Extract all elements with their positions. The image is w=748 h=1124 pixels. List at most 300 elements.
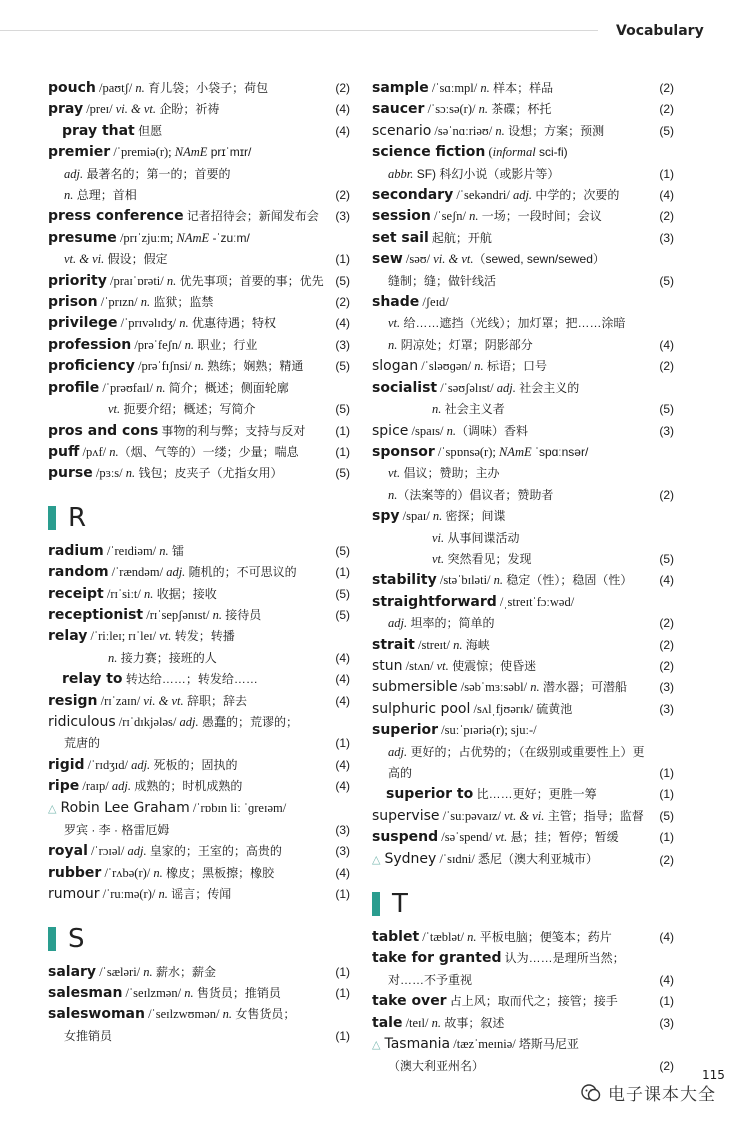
vocab-entry — [48, 164, 352, 185]
unit-number: (5) — [335, 466, 350, 481]
unit-number: (3) — [659, 1015, 674, 1030]
part-of-speech: n. — [453, 637, 463, 652]
phonetic: /spaɪs/ — [408, 423, 447, 438]
part-of-speech: NAmE — [176, 230, 210, 245]
definition: 密探；间谍 — [442, 509, 506, 524]
vocab-entry — [372, 656, 676, 677]
phonetic: /ˈsekəndri/ — [453, 188, 513, 203]
definition: 起航；开航 — [431, 230, 492, 245]
phonetic: /ʃeɪd/ — [419, 295, 449, 310]
headword: strait — [372, 636, 415, 653]
headword: profile — [48, 379, 100, 396]
vocab-entry — [48, 798, 352, 820]
headword: rumour — [48, 886, 100, 903]
part-of-speech: n. — [184, 986, 194, 1001]
vocab-entry — [48, 313, 352, 334]
vocab-entry — [372, 1056, 676, 1077]
section-header — [598, 20, 748, 42]
vocab-entry — [372, 827, 676, 848]
definition: 更好的；占优势的；（在级别或重要性上）更高的 — [388, 744, 645, 780]
unit-number: (3) — [659, 230, 674, 245]
vocab-entry — [48, 584, 352, 605]
vocab-entry — [372, 335, 676, 356]
vocab-entry — [48, 983, 352, 1004]
definition: 谣言；传闻 — [167, 887, 232, 902]
part-of-speech: n. — [388, 487, 398, 502]
definition: ˈspɑːnsər/ — [531, 444, 589, 459]
definition: sci-fi) — [535, 145, 568, 160]
headword: profession — [48, 336, 132, 353]
definition: （烟、气等的）一缕；少量；喘息 — [118, 444, 299, 459]
section-bar — [48, 506, 56, 530]
part-of-speech: adj. — [131, 757, 151, 772]
headword: submersible — [372, 679, 458, 696]
unit-number: (2) — [659, 637, 674, 652]
definition: 橡皮；黑板擦；橡胶 — [162, 865, 275, 880]
vocab-entry — [48, 962, 352, 983]
vocab-entry — [48, 378, 352, 399]
unit-number: (5) — [659, 123, 674, 138]
phonetic: ( — [485, 145, 493, 160]
vocab-entry — [48, 1026, 352, 1047]
vocab-entry — [48, 755, 352, 776]
definition: 假设；假定 — [104, 252, 168, 267]
vocab-entry — [372, 399, 676, 420]
headword: relay to — [62, 671, 123, 688]
phonetic: /ˌstreɪtˈfɔːwəd/ — [496, 594, 575, 609]
vocab-entry — [372, 613, 676, 634]
definition: 硫黄池 — [536, 701, 573, 716]
definition: 设想；方案；预测 — [504, 123, 605, 138]
headword: press conference — [48, 208, 184, 225]
unit-number: (1) — [659, 766, 674, 780]
page-number: 115 — [702, 1068, 725, 1082]
vocab-entry — [372, 485, 676, 506]
headword: salesman — [48, 985, 123, 1002]
section-bar — [48, 927, 56, 951]
headword: suspend — [372, 829, 439, 846]
headword: privilege — [48, 315, 118, 332]
definition: （法案等的）倡议者；赞助者 — [397, 487, 554, 502]
definition: 接力赛；接班的人 — [117, 650, 217, 665]
headword: salary — [48, 963, 97, 980]
definition: 简介；概述；侧面轮廓 — [165, 380, 289, 395]
unit-number: (3) — [335, 337, 350, 352]
vocab-entry — [372, 228, 676, 249]
definition: 愚蠢的；荒谬的； — [198, 714, 298, 729]
phonetic: /prəˈfɪʃnsi/ — [134, 359, 195, 374]
definition: 标语；口号 — [483, 359, 547, 374]
definition: （调味）香料 — [455, 423, 528, 438]
part-of-speech: adj. — [111, 779, 131, 794]
part-of-speech: n. — [184, 337, 195, 352]
definition: 监狱；监禁 — [150, 295, 214, 310]
phonetic: /teɪl/ — [402, 1015, 432, 1030]
vocab-entry — [372, 99, 676, 120]
vocab-entry — [372, 421, 676, 442]
unit-number: (5) — [659, 402, 674, 417]
part-of-speech: adj. — [64, 166, 84, 181]
unit-number: (2) — [335, 188, 350, 203]
definition: 镭 — [168, 543, 184, 558]
vocab-entry — [372, 742, 676, 785]
part-of-speech: n. — [156, 380, 166, 395]
headword: radium — [48, 542, 104, 559]
phonetic: /pɜːs/ — [92, 466, 126, 481]
part-of-speech: vt. — [108, 402, 121, 417]
part-of-speech: n. — [432, 509, 443, 524]
vocab-entry — [372, 313, 676, 334]
vocab-entry — [48, 228, 352, 249]
unit-number: (4) — [335, 693, 350, 708]
part-of-speech: n. — [469, 209, 479, 224]
vocab-entry — [48, 605, 352, 626]
part-of-speech: n. — [530, 680, 540, 695]
definition: 茶碟；杯托 — [487, 102, 552, 117]
phonetic: /pʌf/ — [79, 444, 110, 459]
definition: 主管；指导；监督 — [544, 808, 644, 823]
unit-number: (3) — [659, 423, 674, 438]
part-of-speech: n. — [64, 188, 74, 203]
section-letter: S — [68, 923, 85, 954]
definition: 成熟的；时机成熟的 — [130, 779, 243, 794]
headword: rigid — [48, 756, 85, 773]
unit-number: (2) — [659, 81, 674, 95]
definition: 对……不予重视 — [388, 972, 473, 987]
unit-number: (1) — [335, 444, 350, 459]
unit-number: (3) — [335, 823, 350, 837]
headword: session — [372, 208, 431, 225]
unit-number: (2) — [659, 852, 674, 867]
part-of-speech: vt. — [388, 316, 401, 331]
phonetic: /ˈtæblət/ — [419, 930, 468, 945]
vocab-entry — [48, 863, 352, 884]
phonetic: /prəˈfeʃn/ — [131, 337, 185, 352]
vocab-entry — [372, 442, 676, 463]
vocab-entry — [372, 1013, 676, 1034]
watermark-text: 电子课本大全 — [608, 1085, 716, 1105]
phonetic: /ˈsɑːmpl/ — [428, 81, 481, 95]
definition: 薪水；薪金 — [152, 964, 216, 979]
definition: 转发；转播 — [171, 629, 235, 644]
definition: 最著名的；第一的；首要的 — [83, 166, 231, 181]
part-of-speech: vi. — [432, 530, 445, 545]
headword: straightforward — [372, 593, 497, 610]
vocab-entry — [48, 292, 352, 313]
definition: 悬；挂；暂停；暂缓 — [507, 830, 619, 845]
vocab-entry — [372, 164, 676, 185]
header-title: Vocabulary — [616, 23, 704, 39]
unit-number: (4) — [335, 672, 350, 687]
vocab-entry — [48, 78, 352, 99]
unit-number: (1) — [335, 887, 350, 902]
vocab-entry — [372, 292, 676, 313]
part-of-speech: vt. — [436, 658, 449, 673]
headword: take for granted — [372, 950, 502, 967]
vocab-entry — [48, 841, 352, 862]
vocab-entry — [48, 691, 352, 712]
section-letter: T — [392, 889, 408, 920]
vocab-entry — [48, 335, 352, 356]
unit-number: (4) — [335, 102, 350, 117]
vocab-entry — [48, 626, 352, 647]
unit-number: (1) — [659, 994, 674, 1009]
phonetic: /ˈrɪdʒɪd/ — [84, 757, 132, 772]
phonetic: /streɪt/ — [414, 637, 454, 652]
headword: superior — [372, 722, 439, 739]
phonetic: /ˈseɪlzwʊmən/ — [144, 1007, 223, 1022]
phonetic: /ˈriːleɪ; rɪˈleɪ/ — [87, 629, 160, 644]
part-of-speech: n. — [159, 543, 169, 558]
phonetic: /ˈrʌbə(r)/ — [101, 865, 154, 880]
definition: 社会主义的 — [515, 380, 580, 395]
vocab-entry — [372, 970, 676, 991]
definition: 转达给……；转发给…… — [122, 672, 258, 687]
vocab-entry — [48, 142, 352, 163]
part-of-speech: n. — [125, 466, 136, 481]
part-of-speech: n. — [478, 102, 488, 117]
unit-number: (1) — [335, 964, 350, 979]
vocab-entry — [372, 592, 676, 613]
phonetic: /spaɪ/ — [399, 509, 433, 524]
part-of-speech: n. — [212, 607, 222, 622]
vocab-entry — [372, 356, 676, 377]
proper-noun-triangle-icon: △ — [372, 1039, 381, 1052]
headword: socialist — [372, 379, 438, 396]
vocab-entry — [48, 442, 352, 463]
part-of-speech: n. — [153, 865, 163, 880]
definition: 事物的利与弊；支持与反对 — [161, 423, 306, 438]
unit-number: (1) — [335, 565, 350, 580]
part-of-speech: vi. & vt. — [143, 693, 184, 708]
vocab-entry — [372, 570, 676, 591]
phonetic: /rɪˈsiːt/ — [103, 586, 144, 601]
phonetic: /ˈprɪvəlɪdʒ/ — [117, 316, 180, 331]
headword: tale — [372, 1014, 403, 1031]
definition: 随机的；不可思议的 — [185, 565, 297, 580]
unit-number: (4) — [335, 650, 350, 665]
definition: 熟练；娴熟；精通 — [204, 359, 304, 374]
part-of-speech: abbr. — [388, 166, 414, 181]
headword: stun — [372, 657, 403, 674]
vocab-entry — [48, 884, 352, 905]
definition: 总理；首相 — [73, 188, 137, 203]
headword: Robin Lee Graham — [60, 799, 190, 816]
headword: relay — [48, 628, 88, 645]
part-of-speech: n. — [222, 1007, 233, 1022]
headword: secondary — [372, 187, 454, 204]
phonetic: /paʊtʃ/ — [95, 81, 136, 95]
definition: 阴凉处；灯罩；阴影部分 — [397, 337, 533, 352]
unit-number: (4) — [659, 188, 674, 203]
unit-number: (3) — [659, 701, 674, 716]
definition: 扼要介绍；概述；写简介 — [120, 402, 256, 417]
vocab-entry — [48, 206, 352, 227]
headword: resign — [48, 692, 98, 709]
definition: 死板的；固执的 — [150, 757, 238, 772]
phonetic: /sʌlˌfjʊərɪk/ — [470, 701, 537, 716]
vocab-entry — [372, 378, 676, 399]
phonetic: /ˈsləʊɡən/ — [418, 359, 475, 374]
headword: slogan — [372, 358, 419, 375]
vocab-entry — [372, 927, 676, 948]
definition: 皇家的；王室的；高贵的 — [146, 844, 282, 859]
definition: 女推销员 — [64, 1028, 113, 1043]
unit-number: (3) — [335, 844, 350, 859]
headword: sample — [372, 80, 429, 96]
unit-number: (3) — [335, 209, 350, 224]
headword: ripe — [48, 778, 80, 795]
part-of-speech: n. — [474, 359, 484, 374]
phonetic: /ˈsæləri/ — [96, 964, 144, 979]
part-of-speech: n. — [194, 359, 204, 374]
definition: 从事间谍活动 — [444, 530, 520, 545]
unit-number: (2) — [659, 1059, 674, 1074]
part-of-speech: n. — [166, 273, 177, 288]
unit-number: (1) — [659, 830, 674, 845]
unit-number: (3) — [659, 680, 674, 695]
phonetic: /tæzˈmeɪniə/ — [450, 1037, 519, 1052]
headword: shade — [372, 294, 420, 311]
headword: superior to — [386, 786, 474, 803]
vocab-entry — [372, 806, 676, 827]
unit-number: (5) — [335, 607, 350, 622]
phonetic: /suːˈpɪəriə(r); sjuː-/ — [438, 723, 537, 738]
phonetic: /rɪˈzaɪn/ — [97, 693, 144, 708]
headword: set sail — [372, 229, 429, 246]
definition: 接待员 — [221, 607, 262, 622]
headword: spice — [372, 422, 409, 439]
part-of-speech: vt. — [388, 466, 401, 481]
definition: 收据；接收 — [153, 586, 217, 601]
vocab-entry — [48, 669, 352, 690]
phonetic: /ˈrændəm/ — [108, 565, 167, 580]
headword: sponsor — [372, 443, 435, 460]
phonetic: /preɪ/ — [83, 102, 116, 117]
vocab-entry — [48, 648, 352, 669]
vocab-entry — [48, 356, 352, 377]
unit-number: (2) — [659, 359, 674, 374]
definition: 坦率的；简单的 — [407, 616, 495, 631]
unit-number: (4) — [335, 757, 350, 772]
part-of-speech: n. — [493, 573, 504, 588]
unit-number: (5) — [659, 551, 674, 566]
unit-number: (4) — [335, 865, 350, 880]
vocab-entry — [48, 776, 352, 797]
definition: 样本；样品 — [489, 81, 554, 95]
right-column — [372, 78, 676, 1078]
definition: 荒唐的 — [64, 736, 101, 751]
phonetic: /ˈreɪdiəm/ — [103, 543, 160, 558]
headword: receptionist — [48, 606, 144, 623]
unit-number: (2) — [335, 295, 350, 310]
part-of-speech: n. — [388, 337, 398, 352]
part-of-speech: n. — [158, 887, 168, 902]
part-of-speech: vt. & vi. — [64, 252, 105, 267]
definition: 突然看见；发现 — [444, 551, 532, 566]
phonetic: /səbˈmɜːsəbl/ — [457, 680, 531, 695]
headword: prison — [48, 294, 98, 311]
phonetic: /ˈrɔɪəl/ — [87, 844, 128, 859]
part-of-speech: n. — [140, 295, 151, 310]
part-of-speech: n. — [467, 930, 477, 945]
phonetic: /praɪˈɒrəti/ — [106, 273, 167, 288]
phonetic: /səˈspend/ — [438, 830, 496, 845]
part-of-speech: vi. & vt. — [115, 102, 156, 117]
headword: science fiction — [372, 144, 486, 161]
headword: saleswoman — [48, 1006, 145, 1023]
phonetic: /ˈsəʊʃəlɪst/ — [437, 380, 497, 395]
unit-number: (2) — [659, 616, 674, 631]
phonetic: /ˈseʃn/ — [430, 209, 470, 224]
headword: sulphuric pool — [372, 700, 471, 717]
vocab-entry — [372, 635, 676, 656]
phonetic: /ˈsɪdni/ — [436, 851, 478, 866]
definition: 罗宾 · 李 · 格雷厄姆 — [64, 823, 170, 837]
unit-number: (1) — [335, 252, 350, 267]
part-of-speech: vt. — [495, 830, 508, 845]
part-of-speech: informal — [492, 145, 536, 160]
definition: 中学的；次要的 — [532, 188, 620, 203]
unit-number: (1) — [335, 1028, 350, 1043]
definition: 记者招待会；新闻发布会 — [186, 209, 319, 224]
phonetic: /səʊ/ — [402, 252, 434, 267]
unit-number: (5) — [659, 808, 674, 823]
vocab-entry — [372, 784, 676, 805]
headword: stability — [372, 572, 437, 589]
vocab-entry — [372, 506, 676, 527]
headword: presume — [48, 229, 117, 246]
phonetic: /ˈruːmə(r)/ — [99, 887, 159, 902]
definition: 辞职；辞去 — [183, 693, 247, 708]
part-of-speech: n. — [446, 423, 456, 438]
part-of-speech: n. — [431, 1015, 441, 1030]
unit-number: (5) — [335, 273, 350, 288]
watermark — [580, 1080, 716, 1105]
headword: rubber — [48, 864, 102, 881]
unit-number: (4) — [335, 123, 350, 138]
vocab-entry — [48, 463, 352, 484]
section-heading — [48, 924, 352, 954]
unit-number: (5) — [335, 586, 350, 601]
phonetic: /stʌn/ — [402, 658, 437, 673]
definition: 倡议；赞助；主办 — [400, 466, 500, 481]
unit-number: (5) — [659, 273, 674, 288]
vocab-entry — [372, 677, 676, 698]
headword: pray that — [62, 122, 135, 139]
vocab-entry — [48, 99, 352, 120]
part-of-speech: n. — [480, 81, 490, 95]
phonetic: /ˈspɒnsə(r); — [434, 444, 499, 459]
unit-number: (1) — [659, 787, 674, 802]
part-of-speech: adj. — [496, 380, 516, 395]
part-of-speech: vt. — [159, 629, 172, 644]
definition: （澳大利亚州名） — [388, 1059, 485, 1074]
vocab-entry — [372, 528, 676, 549]
unit-number: (4) — [659, 972, 674, 987]
vocab-entry — [48, 185, 352, 206]
part-of-speech: n. — [179, 316, 189, 331]
part-of-speech: n. — [108, 650, 118, 665]
phonetic: /ˈsɔːsə(r)/ — [424, 102, 479, 117]
phonetic: /stəˈbɪləti/ — [436, 573, 494, 588]
vocab-entry — [372, 948, 676, 969]
headword: saucer — [372, 101, 425, 118]
definition: 优先事项；首要的事；优先 — [176, 273, 324, 288]
part-of-speech: vt. & vi. — [504, 808, 545, 823]
definition: 使震惊；使昏迷 — [448, 658, 537, 673]
definition: 但愿 — [134, 123, 163, 138]
